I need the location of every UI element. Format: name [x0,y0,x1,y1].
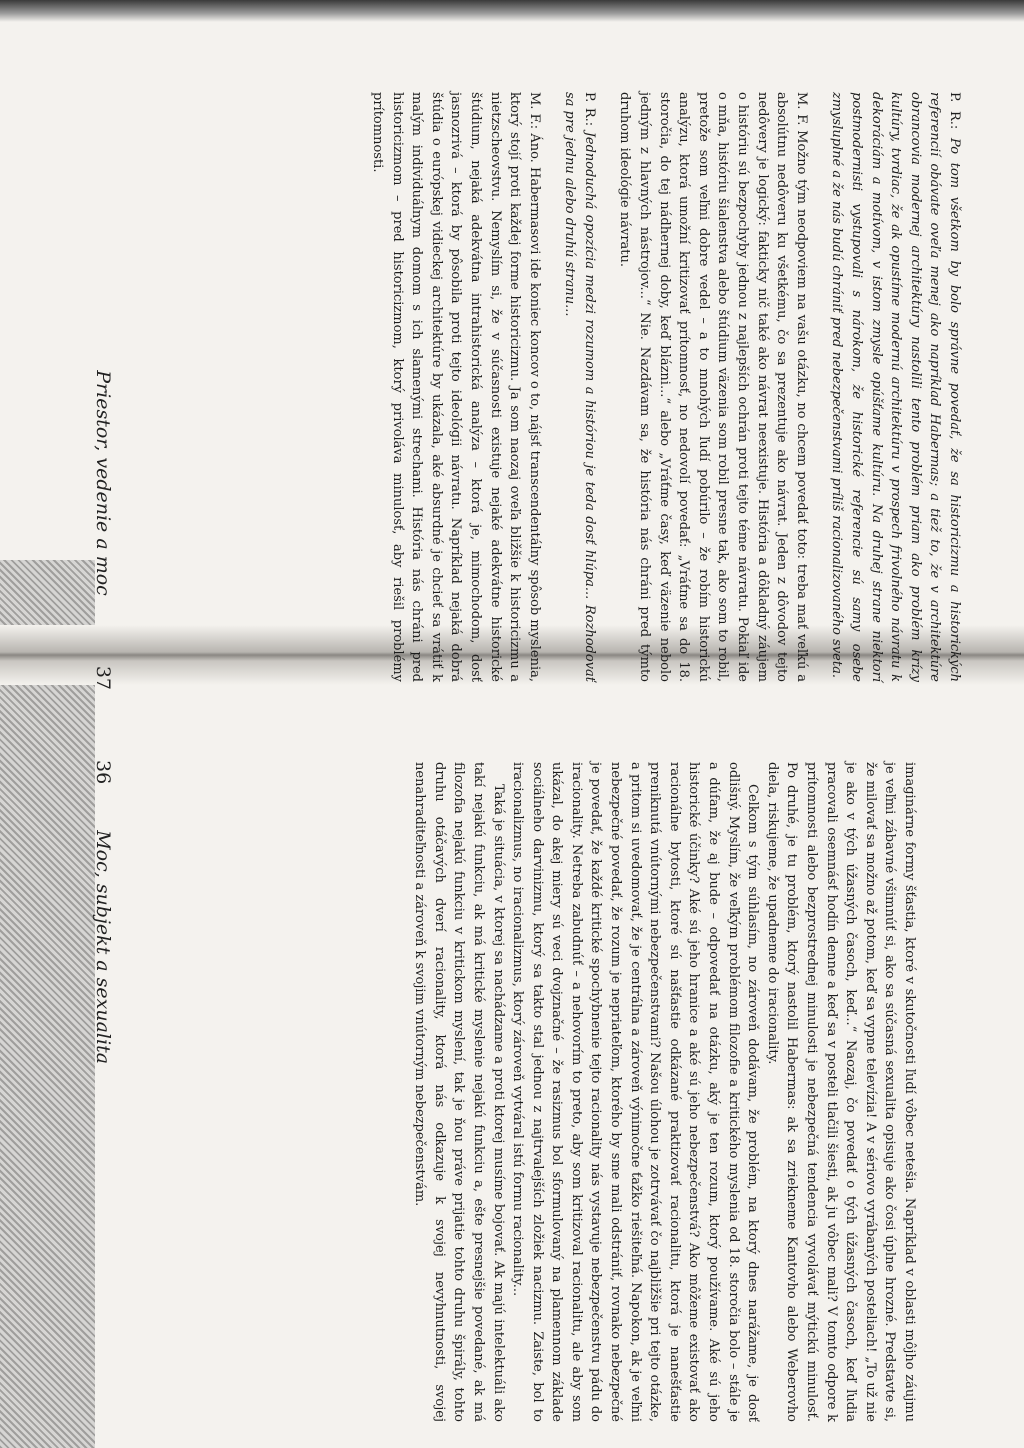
running-title: Priestor, vedenie a moc [92,370,114,596]
running-head-right [92,90,114,690]
interview-block [367,92,543,682]
page-36 [0,720,1024,1444]
paragraph: Taká je situácia, v ktorej sa nachádzame a proti ktorej musíme bojovať. Ak majú intelektuáli ako takí nejakú funkciu, ak má kritické myslenie nejakú funkciu a, ešte presnejšie povedané, ak má filozofia nejakú funkciu v kritickom myslení, tak je ňou práve prijatie tohto druhu špirály, tohto druhu otáčavých dverí racionality, ktorá nás odkazuje k svojej nevyhnutnosti, svojej nenahraditeľnosti a zároveň k svojim vnútorným nebezpečenstvám. [412,762,506,1422]
interview-text: Možno tým neodpoviem na vašu otázku, no chcem povedať toto: treba mať veľkú a absolútnu nedôveru ku všetkému, čo sa prezentuje ako návrat. Jeden z dôvodov tejto nedôvery je logický: fakticky nič také ako návrat neexistuje. História a dôkladný záujem o históriu sú bezpochyby jednou z najlepších ochrán proti tejto téme návratu. Pokiaľ ide o mňa, históriu šialenstva alebo štúdium väzenia som robil presne tak, ako som to robil, pretože som veľmi dobre vedel – a to mnohých ľudí pobúrilo – že robím historickú analýzu, ktorá umožní kritizovať prítomnosť, no nedovolí povedať: „Vráťme sa do 18. storočia, do tej nádhernej doby, keď blázni...“ alebo „Vráťme časy, keď väzenie nebolo jedným z hlavných nástrojov...“ Nie. Nazdávam sa, že história nás chráni pred týmto druhom ideológie návratu. [617,92,809,682]
speaker-label: M. F.: [526,92,542,134]
interview-text: Áno. Habermasovi ide koniec koncov o to, nájsť transcendentálny spôsob myslenia, ktorý stojí proti každej forme historicizmu. Ja som naozaj oveľa bližšie k historicizmu a nietzscheovstvu. Nemyslím si, že v súčasnosti existuje nejaké adekvátne historické štúdium, nejaká adekvátna intrahistorická analýza – ktorá je, mimochodom, dosť jasnozrivá – ktorá by pôsobila proti tejto ideológii návratu. Napríklad nejaká dobrá štúdia o európskej vidieckej architektúre by ukázala, aké absurdné je chcieť sa vrátiť k malým individuálnym domom s ich slamenými strechami. História nás chráni pred historicizmom – pred historicizmom, ktorý privoláva minulosť, aby riešil problémy prítomnosti. [369,92,542,682]
page-number: 37 [92,665,114,690]
running-head-left [92,760,114,1400]
speaker-label: M. F. [793,92,809,131]
interview-text: Po tom všetkom by bolo správne povedať, že sa historicizmu a historických referencií obávate oveľa menej ako napríklad Habermas; a tiež to, že v architektúre obrancovia modernej architektúry nastolili tento problém priam ako problém krízy kultúry, tvrdiac, že ak opustíme modernú architektúru v prospech frivolného návratu k dekoráciám a motívom, v istom zmysle opúšťame kultúru. Na druhej strane niektorí postmodernisti vystupovali s nárokom, že historické referencie sú samy osebe zmysluplné a že nás budú chrániť pred nebezpečenstvami príliš racionalizovaného sveta. [829,92,962,683]
speaker-label: P. R.: [581,92,597,132]
running-title: Moc, subjekt a sexualita [92,830,114,1065]
page-number: 36 [92,760,114,785]
paragraph: Celkom s tým súhlasím, no zároveň dodávam, že problém, na ktorý dnes narážame, je dosť odlišný. Myslím, že veľkým problémom filozofie a kritického myslenia od 18. storočia bolo – stále je a dúfam, že aj bude – odpovedať na otázku, aký je ten rozum, ktorý používame. Aké sú jeho historické účinky? Aké sú jeho hranice a aké sú jeho nebezpečenstvá? Ako môžeme existovať ako racionálne bytosti, ktoré sú našťastie odkázané praktizovať racionalitu, ktorá je nanešťastie preniknutá vnútornými nebezpečenstvami? Našou úlohou je zotrvávať čo najbližšie pri tejto otázke, a pritom si uvedomovať, že je centrálna a zároveň výnimočne ťažko riešiteľná. Napokon, ak je veľmi nebezpečné povedať, že rozum je nepriateľom, ktorého by sme mali odstrániť, rovnako nebezpečné je povedať, že každé kritické spochybnenie tejto racionality nás vystavuje nebezpečenstvu pádu do iracionality. Netreba zabudnúť – a nehovorím to preto, aby som kritizoval racionalitu, ale aby som ukázal, do akej miery sú veci dvojznačné – že rasizmus bol sformulovaný na plamennom základe sociálneho darvinizmu, ktorý sa takto stal jednou z najtrvalejších zložiek nacizmu. Zaiste, bol to iracionalizmus, no iracionalizmus, ktorý zároveň vytváral istú formu racionality... [510,762,761,1422]
interview-block [827,92,964,682]
page-37-body [134,92,964,682]
paragraph: imaginárne formy šťastia, ktoré v skutočnosti ľudí vôbec netešia. Napríklad v oblasti môjho záujmu je veľmi zábavné všimnúť si, ako sa súčasná sexualita opisuje ako čosi úplne hrozné. Predstavte si, že milovať sa možno až potom, keď sa vypne televízia! A v sériovo vyrábaných posteliach! „To už nie je ako v tých úžasných časoch, keď...“ Naozaj, čo povedať o tých úžasných časoch, keď ľudia pracovali osemnásť hodín denne a keď sa v posteli tlačili šiesti, ak ju vôbec mali? V tomto odpore k prítomnosti alebo bezprostrednej minulosti je nebezpečná tendencia vyvolávať mýtickú minulosť. Po druhé, je tu problém, ktorý nastolil Habermas: ak sa zriekneme Kantovho alebo Weberovho diela, riskujeme, že upadneme do iracionality. [764,762,917,1422]
speaker-label: P. R.: [947,92,962,138]
interview-block [615,92,811,682]
interview-block [560,92,599,682]
interview-text: Jednoduchá opozícia medzi rozumom a históriou je teda dosť hlúpa... Rozhodovať sa pre jednu alebo druhú stranu... [562,92,597,682]
page-36-body [129,762,919,1422]
